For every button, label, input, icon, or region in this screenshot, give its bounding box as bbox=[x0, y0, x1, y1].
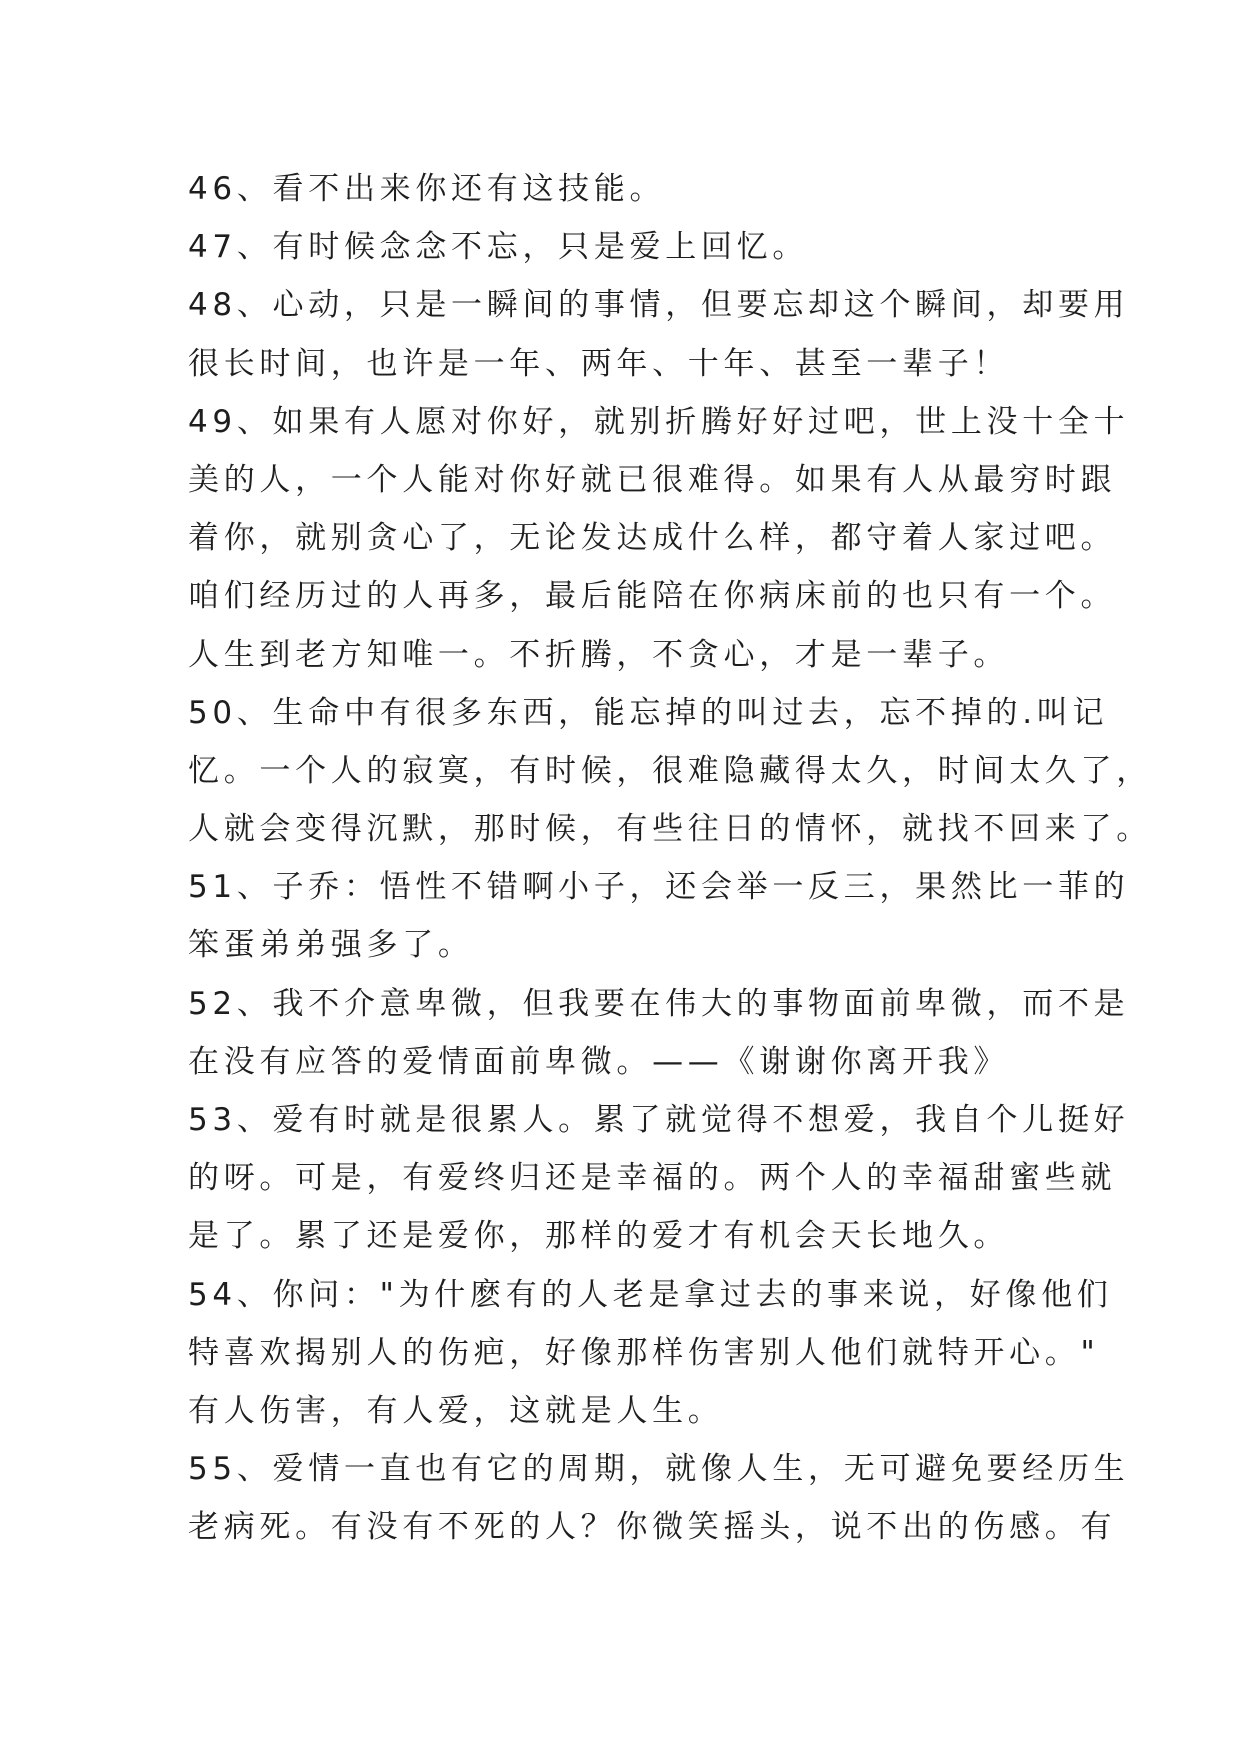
text-line: 51、子乔：悟性不错啊小子，还会举一反三，果然比一菲的 bbox=[188, 869, 1130, 906]
text-line: 有人伤害，有人爱，这就是人生。 bbox=[188, 1392, 724, 1429]
text-line: 老病死。有没有不死的人？你微笑摇头，说不出的伤感。有 bbox=[188, 1509, 1117, 1546]
document-body bbox=[188, 160, 1152, 1557]
text-line: 47、有时候念念不忘，只是爱上回忆。 bbox=[188, 229, 809, 266]
text-line: 48、心动，只是一瞬间的事情，但要忘却这个瞬间，却要用 bbox=[188, 287, 1130, 324]
text-line: 特喜欢揭别人的伤疤，好像那样伤害别人他们就特开心。" bbox=[188, 1334, 1100, 1371]
text-line: 50、生命中有很多东西，能忘掉的叫过去，忘不掉的.叫记 bbox=[188, 694, 1109, 731]
text-line: 很长时间，也许是一年、两年、十年、甚至一辈子！ bbox=[188, 345, 1010, 382]
text-line: 54、你问："为什麽有的人老是拿过去的事来说，好像他们 bbox=[188, 1276, 1113, 1313]
text-line: 人就会变得沉默，那时候，有些往日的情怀，就找不回来了。 bbox=[188, 811, 1152, 848]
text-line: 笨蛋弟弟强多了。 bbox=[188, 927, 474, 964]
text-line: 忆。一个人的寂寞，有时候，很难隐藏得太久，时间太久了， bbox=[188, 752, 1152, 789]
text-line: 52、我不介意卑微，但我要在伟大的事物面前卑微，而不是 bbox=[188, 985, 1130, 1022]
text-line: 咱们经历过的人再多，最后能陪在你病床前的也只有一个。 bbox=[188, 578, 1117, 615]
text-line: 美的人，一个人能对你好就已很难得。如果有人从最穷时跟 bbox=[188, 461, 1117, 498]
text-line: 46、看不出来你还有这技能。 bbox=[188, 171, 666, 207]
text-line: 的呀。可是，有爱终归还是幸福的。两个人的幸福甜蜜些就 bbox=[188, 1160, 1117, 1197]
text-line: 人生到老方知唯一。不折腾，不贪心，才是一辈子。 bbox=[188, 636, 1010, 673]
text-line: 是了。累了还是爱你，那样的爱才有机会天长地久。 bbox=[188, 1218, 1010, 1255]
text-line: 49、如果有人愿对你好，就别折腾好好过吧，世上没十全十 bbox=[188, 403, 1130, 440]
text-line: 着你，就别贪心了，无论发达成什么样，都守着人家过吧。 bbox=[188, 520, 1117, 557]
text-line: 55、爱情一直也有它的周期，就像人生，无可避免要经历生 bbox=[188, 1451, 1130, 1488]
text-line: 在没有应答的爱情面前卑微。——《谢谢你离开我》 bbox=[188, 1043, 1010, 1080]
text-line: 53、爱有时就是很累人。累了就觉得不想爱，我自个儿挺好 bbox=[188, 1102, 1130, 1138]
